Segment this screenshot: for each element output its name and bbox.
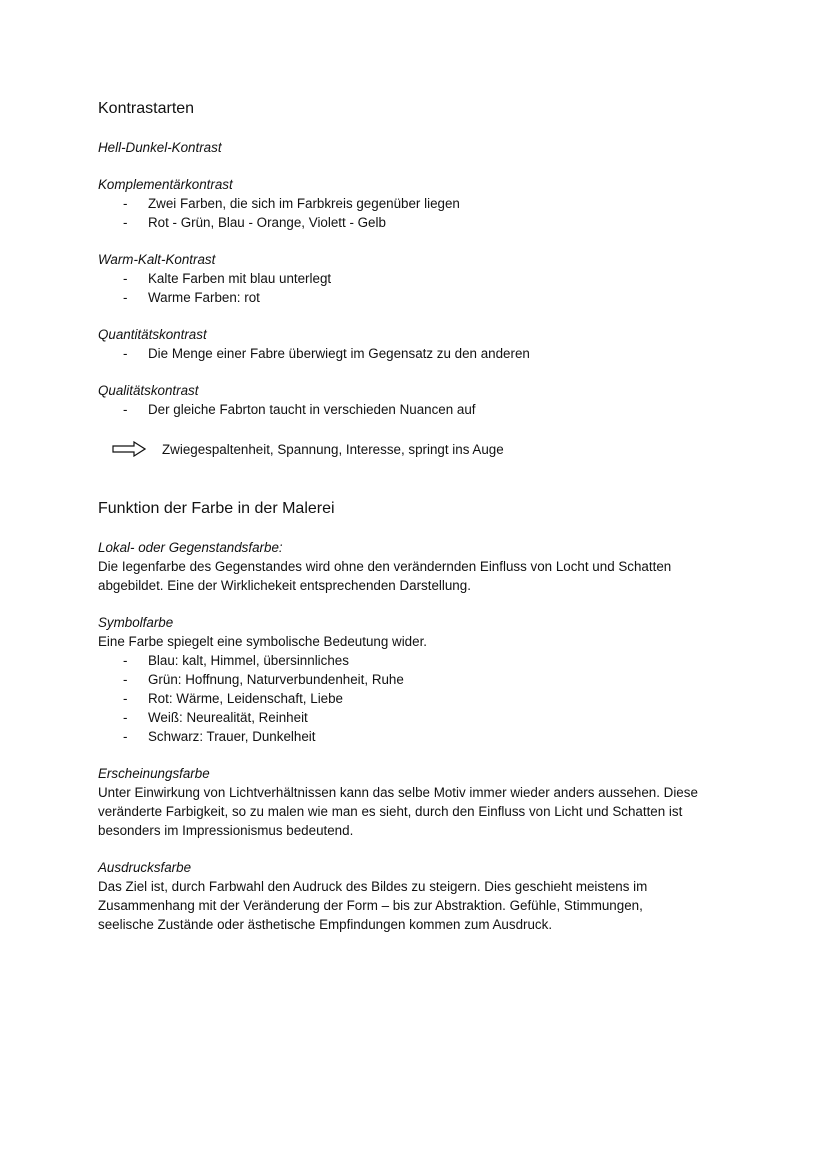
list-item: - Rot - Grün, Blau - Orange, Violett - Gelb — [123, 215, 386, 230]
heading-quantitaet: Quantitätskontrast — [98, 327, 207, 342]
document-page — [98, 97, 738, 934]
heading-ausdrucksfarbe: Ausdrucksfarbe — [98, 860, 192, 875]
list-item: - Blau: kalt, Himmel, übersinnliches — [123, 653, 349, 668]
list-komplementaer — [98, 194, 738, 232]
heading-symbolfarbe: Symbolfarbe — [98, 615, 174, 630]
arrow-text: Zwiegespaltenheit, Spannung, Interesse, springt ins Auge — [162, 441, 504, 457]
heading-lokalfarbe: Lokal- oder Gegenstandsfarbe: — [98, 540, 283, 555]
arrow-conclusion — [112, 439, 738, 459]
right-arrow-icon — [112, 441, 146, 457]
section-title-kontrastarten: Kontrastarten — [98, 100, 195, 117]
heading-erscheinungsfarbe: Erscheinungsfarbe — [98, 766, 210, 781]
list-warm-kalt — [98, 269, 738, 307]
list-item: - Zwei Farben, die sich im Farbkreis gegenüber liegen — [123, 196, 460, 211]
list-item: - Schwarz: Trauer, Dunkelheit — [123, 729, 316, 744]
paragraph-line: veränderte Farbigkeit, so zu malen wie man es sieht, durch den Einfluss von Licht und Schatten ist — [98, 804, 683, 819]
paragraph-line: seelische Zustände oder ästhetische Empfindungen kommen zum Ausdruck. — [98, 917, 553, 932]
list-item: - Grün: Hoffnung, Naturverbundenheit, Ruhe — [123, 672, 404, 687]
paragraph-line: abgebildet. Eine der Wirklichekeit entsprechenden Darstellung. — [98, 578, 471, 593]
list-item: - Die Menge einer Fabre überwiegt im Gegensatz zu den anderen — [123, 346, 530, 361]
paragraph-line: Unter Einwirkung von Lichtverhältnissen kann das selbe Motiv immer wieder anders aussehen. Diese — [98, 785, 698, 800]
list-qualitaet — [98, 400, 738, 419]
paragraph-line: besonders im Impressionismus bedeutend. — [98, 823, 354, 838]
section-title-funktion: Funktion der Farbe in der Malerei — [98, 500, 335, 517]
heading-warm-kalt: Warm-Kalt-Kontrast — [98, 252, 216, 267]
heading-qualitaet: Qualitätskontrast — [98, 383, 199, 398]
list-item: - Rot: Wärme, Leidenschaft, Liebe — [123, 691, 344, 706]
list-item: - Weiß: Neurealität, Reinheit — [123, 710, 308, 725]
list-item: - Kalte Farben mit blau unterlegt — [123, 271, 332, 286]
list-quantitaet — [98, 344, 738, 363]
paragraph-line: Eine Farbe spiegelt eine symbolische Bedeutung wider. — [98, 634, 428, 649]
paragraph-line: Das Ziel ist, durch Farbwahl den Audruck des Bildes zu steigern. Dies geschieht meistens im — [98, 879, 648, 894]
list-symbolfarbe — [98, 651, 738, 746]
list-item: - Warme Farben: rot — [123, 290, 260, 305]
paragraph-line: Zusammenhang mit der Veränderung der Form – bis zur Abstraktion. Gefühle, Stimmungen, — [98, 898, 643, 913]
heading-hell-dunkel: Hell-Dunkel-Kontrast — [98, 140, 222, 155]
paragraph-line: Die Iegenfarbe des Gegenstandes wird ohne den verändernden Einfluss von Locht und Schatten — [98, 559, 672, 574]
heading-komplementaer: Komplementärkontrast — [98, 177, 233, 192]
list-item: - Der gleiche Fabrton taucht in verschieden Nuancen auf — [123, 402, 476, 417]
